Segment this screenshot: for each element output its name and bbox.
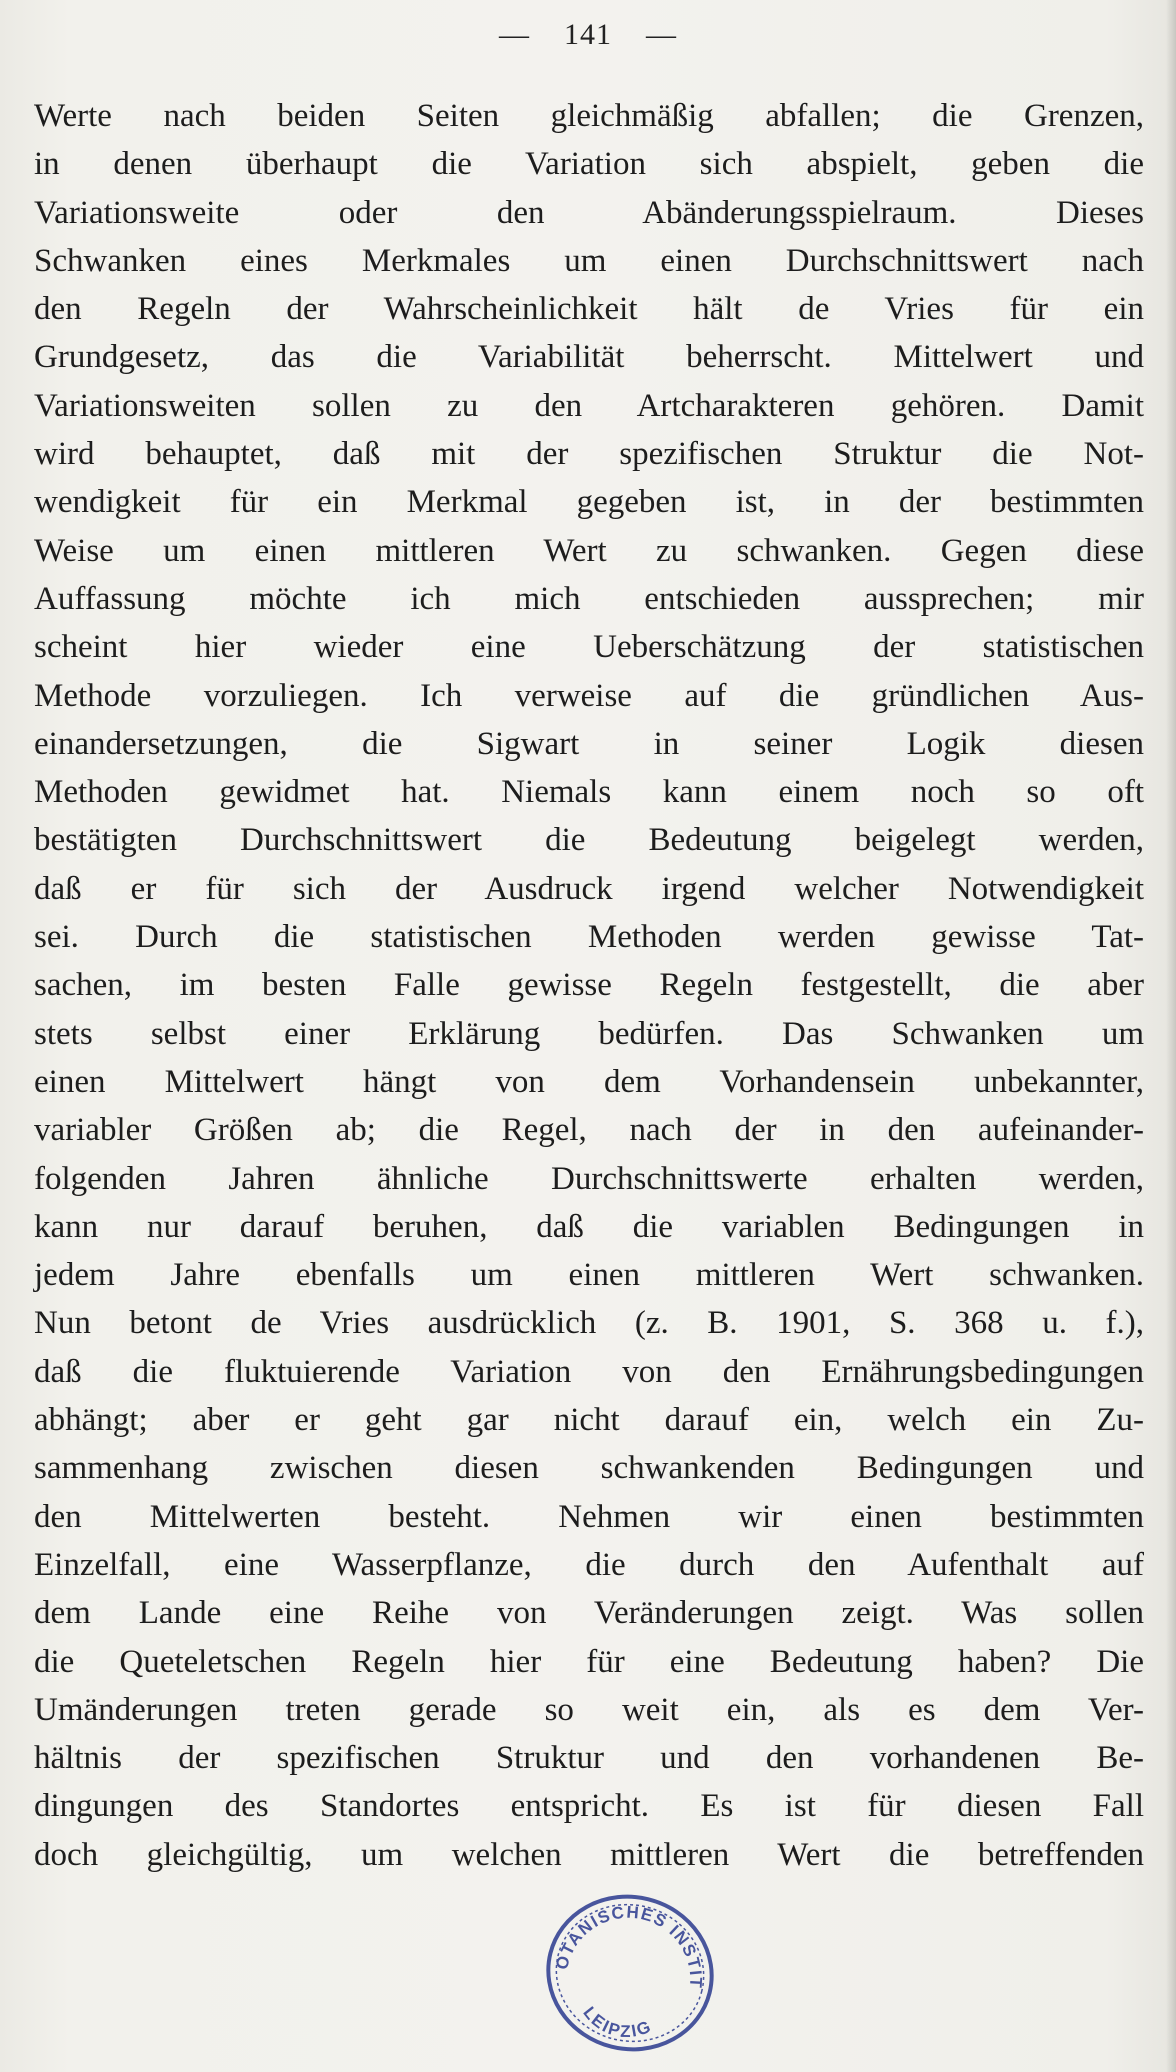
text-line: wird behauptet, daß mit der spezifischen Struktur die Not- bbox=[34, 436, 1144, 473]
text-line: abhängt; aber er geht gar nicht darauf ein, welch ein Zu- bbox=[34, 1402, 1144, 1439]
text-line: stets selbst einer Erklärung bedürfen. Das Schwanken um bbox=[34, 1015, 1144, 1052]
page-number: 141 bbox=[564, 18, 612, 51]
text-line: dem Lande eine Reihe von Veränderungen zeigt. Was sollen bbox=[34, 1595, 1144, 1632]
text-line: sammenhang zwischen diesen schwankenden Bedingungen und bbox=[34, 1450, 1144, 1487]
text-line: bestätigten Durchschnittswert die Bedeutung beigelegt werden, bbox=[34, 822, 1144, 859]
library-stamp bbox=[538, 1888, 722, 2058]
text-line: jedem Jahre ebenfalls um einen mittleren Wert schwanken. bbox=[34, 1257, 1144, 1294]
header-dash-left: — bbox=[499, 18, 530, 51]
text-line: sei. Durch die statistischen Methoden werden gewisse Tat- bbox=[34, 919, 1144, 956]
text-line: hältnis der spezifischen Struktur und den vorhandenen Be- bbox=[34, 1740, 1144, 1777]
svg-text:BOTANISCHES INSTITUT bbox=[538, 1888, 722, 2004]
text-line: variabler Größen ab; die Regel, nach der in den aufeinander- bbox=[34, 1112, 1144, 1149]
text-line: Umänderungen treten gerade so weit ein, als es dem Ver- bbox=[34, 1691, 1144, 1728]
svg-text:LEIPZIG bbox=[576, 2000, 659, 2049]
stamp-text-bottom: LEIPZIG bbox=[579, 2003, 656, 2042]
text-line: doch gleichgültig, um welchen mittleren Wert die betreffenden bbox=[34, 1836, 1144, 1873]
text-line: kann nur darauf beruhen, daß die variablen Bedingungen in bbox=[34, 1208, 1144, 1245]
text-line: Weise um einen mittleren Wert zu schwanken. Gegen diese bbox=[34, 532, 1144, 569]
page-edge-shadow bbox=[1166, 0, 1176, 2072]
text-line: daß er für sich der Ausdruck irgend welcher Notwendigkeit bbox=[34, 870, 1144, 907]
text-line: dingungen des Standortes entspricht. Es ist für diesen Fall bbox=[34, 1788, 1144, 1825]
text-line: Methoden gewidmet hat. Niemals kann einem noch so oft bbox=[34, 774, 1144, 811]
text-line: Einzelfall, eine Wasserpflanze, die durch den Aufenthalt auf bbox=[34, 1546, 1144, 1583]
body-paragraph bbox=[34, 92, 1144, 1879]
text-line: den Regeln der Wahrscheinlichkeit hält de Vries für ein bbox=[34, 291, 1144, 328]
text-line: in denen überhaupt die Variation sich abspielt, geben die bbox=[34, 146, 1144, 183]
text-line: Auffassung möchte ich mich entschieden aussprechen; mir bbox=[34, 580, 1144, 617]
text-line: einen Mittelwert hängt von dem Vorhandensein unbekannter, bbox=[34, 1063, 1144, 1100]
text-line: Nun betont de Vries ausdrücklich (z. B. 1901, S. 368 u. f.), bbox=[34, 1305, 1144, 1342]
text-line: Variationsweiten sollen zu den Artcharakteren gehören. Damit bbox=[34, 387, 1144, 424]
text-line: daß die fluktuierende Variation von den Ernährungsbedingungen bbox=[34, 1353, 1144, 1390]
text-line: Grundgesetz, das die Variabilität beherrscht. Mittelwert und bbox=[34, 339, 1144, 376]
text-line: wendigkeit für ein Merkmal gegeben ist, in der bestimmten bbox=[34, 484, 1144, 521]
text-line: Schwanken eines Merkmales um einen Durchschnittswert nach bbox=[34, 242, 1144, 279]
text-line: Methode vorzuliegen. Ich verweise auf die gründlichen Aus- bbox=[34, 677, 1144, 714]
text-line: Variationsweite oder den Abänderungsspielraum. Dieses bbox=[34, 194, 1144, 231]
text-line: einandersetzungen, die Sigwart in seiner Logik diesen bbox=[34, 725, 1144, 762]
page-header bbox=[0, 18, 1176, 52]
text-line: den Mittelwerten besteht. Nehmen wir einen bestimmten bbox=[34, 1498, 1144, 1535]
header-dash-right: — bbox=[646, 18, 677, 51]
text-line: sachen, im besten Falle gewisse Regeln festgestellt, die aber bbox=[34, 967, 1144, 1004]
text-line: scheint hier wieder eine Ueberschätzung der statistischen bbox=[34, 629, 1144, 666]
text-line: die Queteletschen Regeln hier für eine Bedeutung haben? Die bbox=[34, 1643, 1144, 1680]
text-line: Werte nach beiden Seiten gleichmäßig abfallen; die Grenzen, bbox=[34, 98, 1144, 134]
text-line: folgenden Jahren ähnliche Durchschnittswerte erhalten werden, bbox=[34, 1160, 1144, 1197]
stamp-text-top: BOTANISCHES INSTITUT bbox=[552, 1902, 706, 1990]
